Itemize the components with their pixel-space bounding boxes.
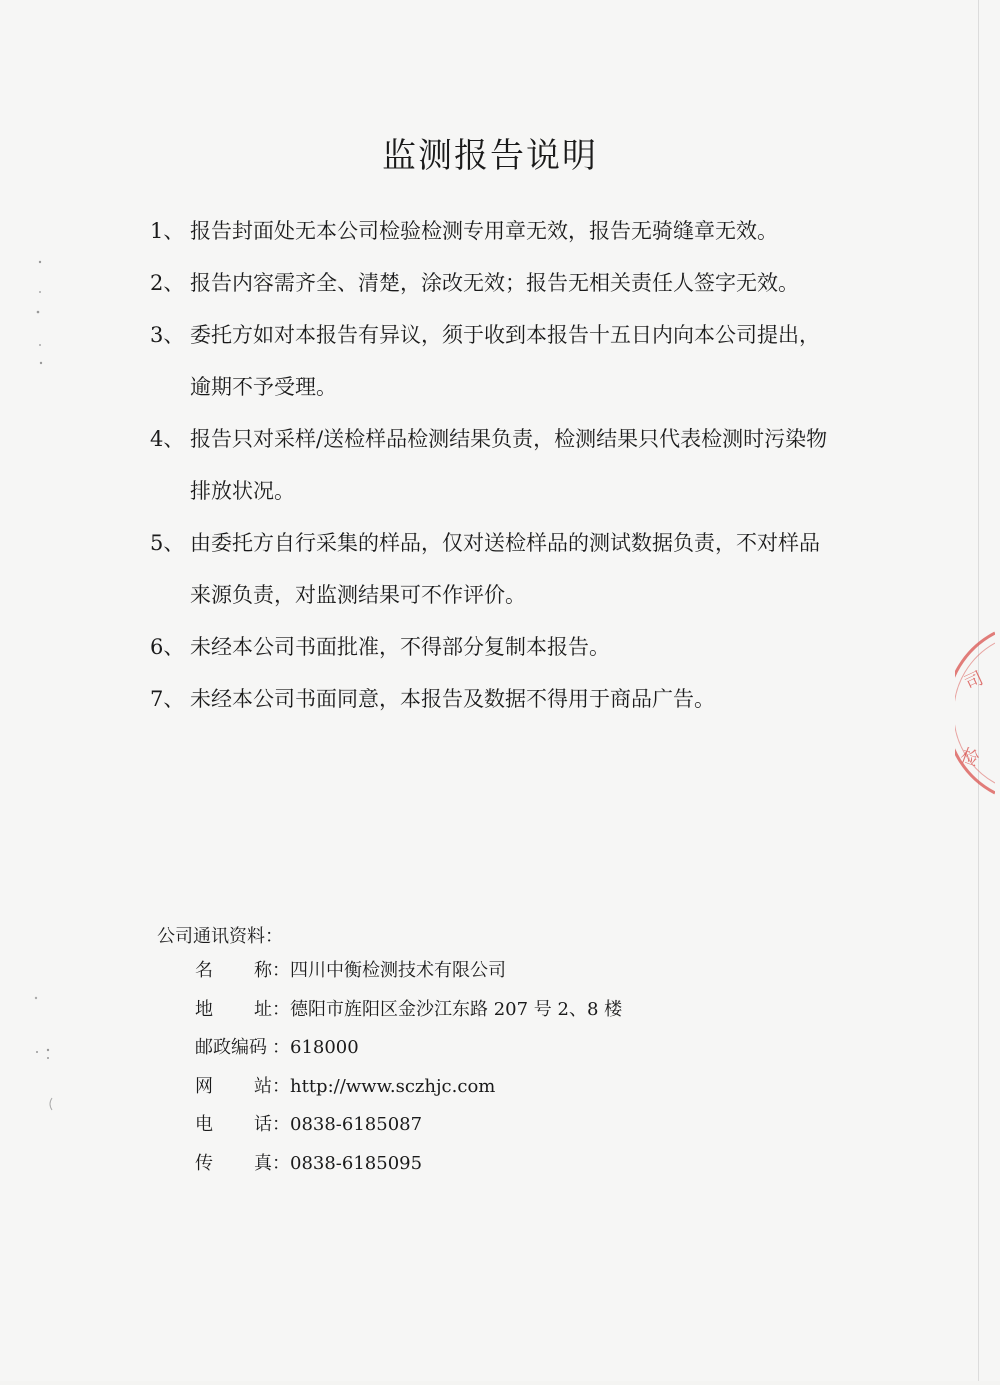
- contact-label-part: 话：: [254, 1114, 290, 1135]
- contact-label-part: 网: [195, 1075, 213, 1097]
- contact-row-fax: [195, 1151, 622, 1190]
- note-text: 未经本公司书面同意，本报告及数据不得用于商品广告。: [190, 687, 715, 711]
- contact-value: 德阳市旌阳区金沙江东路 207 号 2、8 楼: [290, 998, 623, 1020]
- contact-value: 0838-6185087: [290, 1114, 423, 1135]
- contact-label: [195, 1112, 290, 1151]
- contact-row-postcode: [195, 1035, 622, 1074]
- contact-label-part: 传: [195, 1152, 213, 1174]
- note-number: 7、: [150, 687, 185, 711]
- note-item-6: [150, 621, 840, 673]
- notes-list: [150, 205, 840, 725]
- note-number: 2、: [150, 271, 185, 295]
- note-text: 报告内容需齐全、清楚，涂改无效；报告无相关责任人签字无效。: [190, 271, 799, 295]
- note-text: 未经本公司书面批准，不得部分复制本报告。: [190, 635, 610, 659]
- contact-label-part: 地: [195, 998, 213, 1020]
- scan-speck-marks: [0, 0, 80, 1381]
- note-item-4: [150, 413, 840, 517]
- contact-row-name: [195, 958, 622, 997]
- note-text: 报告只对采样/送检样品检测结果负责，检测结果只代表检测时污染物排放状况。: [190, 427, 828, 503]
- contact-row-website: [195, 1074, 622, 1113]
- contact-heading: 公司通讯资料：: [157, 926, 283, 947]
- svg-text:检: 检: [957, 744, 982, 771]
- seal-stamp-icon: [955, 625, 995, 800]
- contact-label-part: 名: [195, 960, 213, 981]
- contact-value: 四川中衡检测技术有限公司: [290, 960, 506, 981]
- note-item-3: [150, 309, 840, 413]
- contact-label-part: 真：: [254, 1152, 290, 1174]
- contact-label-part: 址：: [254, 998, 290, 1020]
- note-item-1: [150, 205, 840, 257]
- contact-label-part: 电: [195, 1114, 213, 1135]
- contact-label-part: 称：: [254, 960, 290, 981]
- contact-label: [195, 958, 290, 997]
- note-text: 报告封面处无本公司检验检测专用章无效，报告无骑缝章无效。: [190, 219, 778, 243]
- contact-label-part: 邮政编码: [195, 1037, 267, 1058]
- note-item-5: [150, 517, 840, 621]
- svg-text:司: 司: [961, 667, 987, 695]
- scan-specks: [0, 0, 80, 1385]
- note-number: 6、: [150, 635, 185, 659]
- contact-row-phone: [195, 1112, 622, 1151]
- contact-label: [195, 1035, 290, 1074]
- contact-info: [195, 958, 622, 1189]
- note-number: 5、: [150, 531, 185, 555]
- partial-seal-stamp: [955, 625, 995, 800]
- contact-label: [195, 997, 290, 1036]
- note-number: 1、: [150, 219, 185, 243]
- page-title: 监测报告说明: [382, 136, 598, 176]
- note-text: 由委托方自行采集的样品，仅对送检样品的测试数据负责，不对样品来源负责，对监测结果可不作评价。: [190, 531, 820, 607]
- contact-label: [195, 1151, 290, 1190]
- contact-value: http://www.sczhjc.com: [290, 1075, 496, 1097]
- contact-value: 618000: [290, 1037, 359, 1058]
- note-item-2: [150, 257, 840, 309]
- contact-label: [195, 1074, 290, 1113]
- contact-row-address: [195, 997, 622, 1036]
- note-item-7: [150, 673, 840, 725]
- note-number: 3、: [150, 323, 185, 347]
- contact-value: 0838-6185095: [290, 1152, 423, 1174]
- contact-label-part: ：: [272, 1037, 290, 1058]
- note-number: 4、: [150, 427, 185, 451]
- contact-label-part: 站：: [254, 1075, 290, 1097]
- note-text: 委托方如对本报告有异议，须于收到本报告十五日内向本公司提出，逾期不予受理。: [190, 323, 820, 399]
